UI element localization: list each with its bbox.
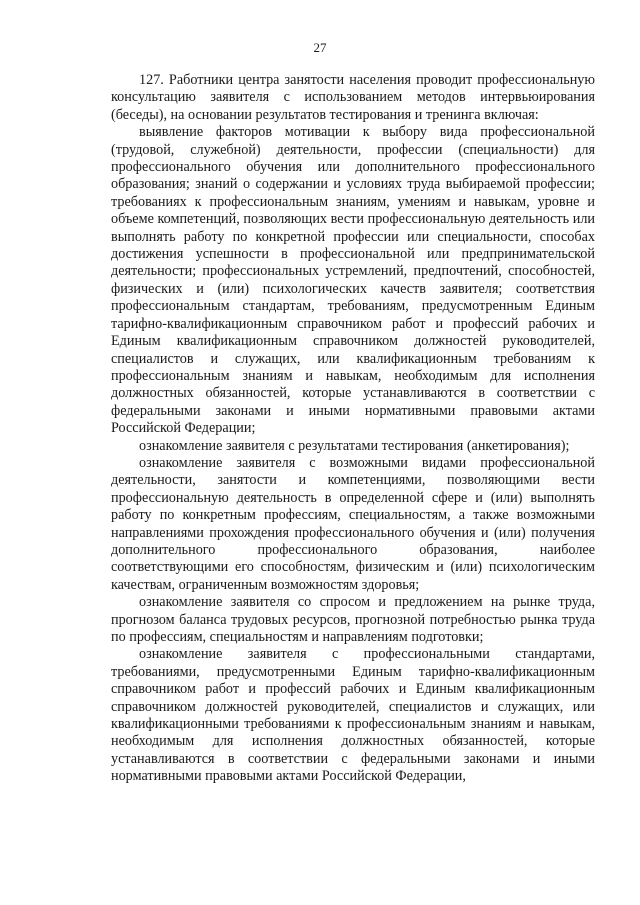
paragraph-127: 127. Работники центра занятости населения проводит профессиональную консультацию заявителя с использованием методов интервьюирования (беседы), на основании результатов тестирования и тренинга включая: <box>111 72 595 123</box>
paragraph-labor-market: ознакомление заявителя со спросом и предложением на рынке труда, прогнозом баланса трудовых ресурсов, прогнозной потребностью рынка труда по профессиям, специальностям и направлениям подготовки; <box>111 594 595 645</box>
paragraph-motivation-factors: выявление факторов мотивации к выбору вида профессиональной (трудовой, служебной) деятельности, профессии (специальности) для профессионального обучения или дополнительного профессионального образования; знаний о содержании и условиях труда выбираемой профессии; требованиях к профессиональным знаниям, умениям и навыкам, уровне и объеме компетенций, позволяющих вести профессиональную деятельность или выполнять работу по конкретной профессии или специальности, способах достижения успешности в профессиональной или предпринимательской деятельности; профессиональных устремлений, предпочтений, способностей, физических и (или) психологических качеств заявителя; соответствия профессиональным стандартам, требованиям, предусмотренным Единым тарифно-квалификационным справочником работ и профессий рабочих и Единым квалификационным справочником должностей руководителей, специалистов и служащих, или квалификационным требованиям к профессиональным знаниям и навыкам, необходимым для исполнения должностных обязанностей, которые устанавливаются в соответствии с федеральными законами и иными нормативными правовыми актами Российской Федерации; <box>111 124 595 437</box>
document-body <box>111 72 595 786</box>
paragraph-testing-results: ознакомление заявителя с результатами тестирования (анкетирования); <box>139 437 570 454</box>
paragraph-activity-types: ознакомление заявителя с возможными видами профессиональной деятельности, занятости и компетенциями, позволяющими вести профессиональную деятельность в определенной сфере и (или) выполнять работу по конкретным профессиям, специальностям, а также возможными направлениями прохождения профессионального обучения и (или) получения дополнительного профессионального образования, наиболее соответствующими его способностям, физическим и (или) психологическим качествам, ограниченным возможностям здоровья; <box>111 454 595 593</box>
page-number: 27 <box>313 40 327 55</box>
paragraph-professional-standards: ознакомление заявителя с профессиональными стандартами, требованиями, предусмотренными Единым тарифно-квалификационным справочником работ и профессий рабочих и Единым квалификационным справочником должностей руководителей, специалистов и служащих, или квалификационными требованиями к профессиональным знаниям и навыкам, необходимым для исполнения должностных обязанностей, которые устанавливаются в соответствии с федеральными законами и иными нормативными правовыми актами Российской Федерации, <box>111 646 595 785</box>
